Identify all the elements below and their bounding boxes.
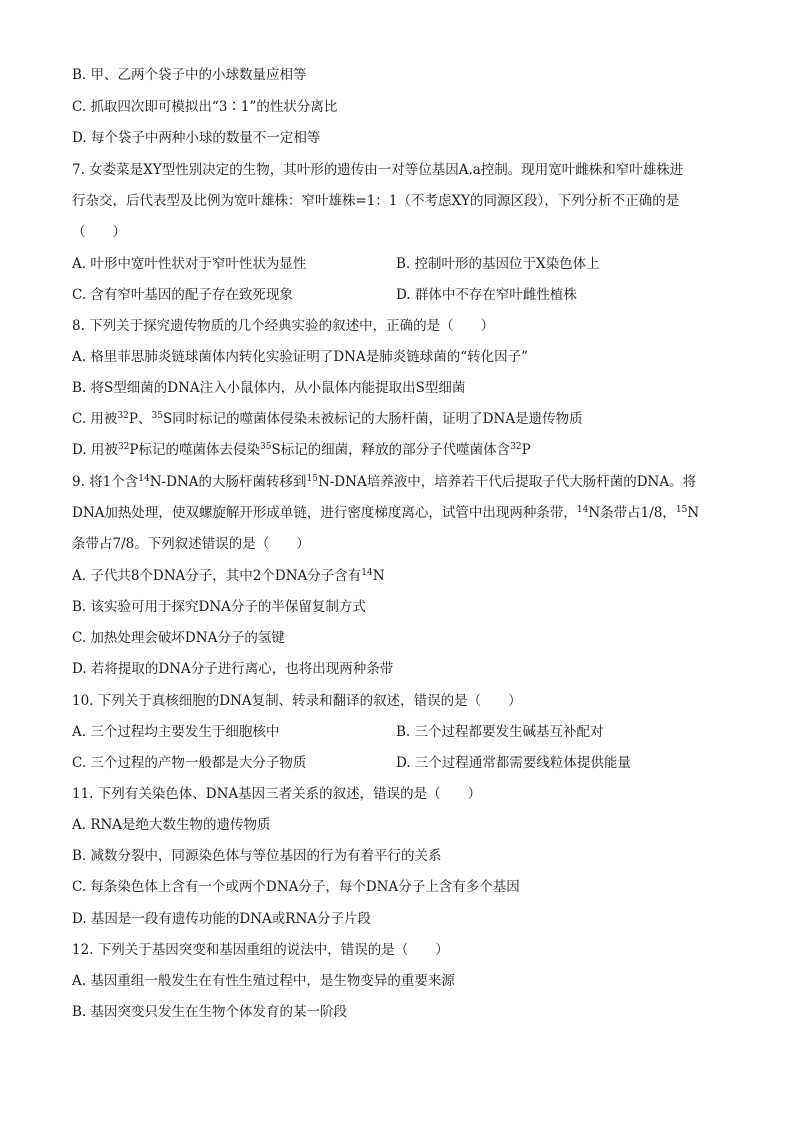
q9-option-a: A. 子代共8个DNA分子，其中2个DNA分子含有$^{14}$N <box>72 568 385 584</box>
q6-option-d: D. 每个袋子中两种小球的数量不一定相等 <box>72 130 321 146</box>
q10-option-b: B. 三个过程都要发生碱基互补配对 <box>396 724 604 740</box>
q9-option-b: B. 该实验可用于探究DNA分子的半保留复制方式 <box>72 599 366 615</box>
q8-stem: 8. 下列关于探究遗传物质的几个经典实验的叙述中，正确的是（ ） <box>72 318 495 334</box>
q11-option-d: D. 基因是一段有遗传功能的DNA或RNA分子片段 <box>72 911 372 927</box>
q8-option-a: A. 格里菲思肺炎链球菌体内转化实验证明了DNA是肺炎链球菌的“转化因子” <box>72 349 529 365</box>
q9-option-d: D. 若将提取的DNA分子进行离心，也将出现两种条带 <box>72 661 394 677</box>
q9-stem-line-1: 9. 将1个含$^{14}$N-DNA的大肠杆菌转移到$^{15}$N-DNA培养液中，培养若干代后提取子代大肠杆菌的DNA。将 <box>72 474 697 490</box>
q11-option-b: B. 减数分裂中，同源染色体与等位基因的行为有着平行的关系 <box>72 848 442 864</box>
q7-option-c: C. 含有窄叶基因的配子存在致死现象 <box>72 287 293 303</box>
q10-option-c: C. 三个过程的产物一般都是大分子物质 <box>72 755 307 771</box>
q7-option-d: D. 群体中不存在窄叶雌性植株 <box>396 287 577 303</box>
q7-stem-line-1: 7. 女娄菜是XY型性别决定的生物，其叶形的遗传由一对等位基因A.a控制。现用宽叶雌株和窄叶雄株进 <box>72 162 684 178</box>
q8-option-d: D. 用被$^{32}$P标记的噬菌体去侵染$^{35}$S标记的细菌，释放的部分子代噬菌体含$^{32}$P <box>72 442 531 458</box>
q6-option-b: B. 甲、乙两个袋子中的小球数量应相等 <box>72 67 307 83</box>
q12-option-b: B. 基因突变只发生在生物个体发育的某一阶段 <box>72 1004 348 1020</box>
q6-option-c: C. 抓取四次即可模拟出“3∶1”的性状分离比 <box>72 99 338 115</box>
q10-stem: 10. 下列关于真核细胞的DNA复制、转录和翻译的叙述，错误的是（ ） <box>72 693 522 709</box>
q8-option-b: B. 将S型细菌的DNA注入小鼠体内，从小鼠体内能提取出S型细菌 <box>72 380 466 396</box>
q12-option-a: A. 基因重组一般发生在有性生殖过程中，是生物变异的重要来源 <box>72 973 455 989</box>
q7-stem-line-2: 行杂交，后代表型及比例为宽叶雄株：窄叶雄株=1：1（不考虑XY的同源区段），下列分析不正确的是 <box>72 193 680 209</box>
q9-stem-line-3: 条带占7/8。下列叙述错误的是（ ） <box>72 536 310 552</box>
q9-option-c: C. 加热处理会破坏DNA分子的氢键 <box>72 630 285 646</box>
q11-option-c: C. 每条染色体上含有一个或两个DNA分子，每个DNA分子上含有多个基因 <box>72 879 520 895</box>
q11-stem: 11. 下列有关染色体、DNA基因三者关系的叙述，错误的是（ ） <box>72 786 482 802</box>
q7-option-a: A. 叶形中宽叶性状对于窄叶性状为显性 <box>72 256 307 272</box>
q12-stem: 12. 下列关于基因突变和基因重组的说法中，错误的是（ ） <box>72 942 449 958</box>
q9-stem-line-2: DNA加热处理，使双螺旋解开形成单链，进行密度梯度离心，试管中出现两种条带，$^{14}$N条带占1/8，$^{15}$N <box>72 505 700 521</box>
q10-option-a: A. 三个过程均主要发生于细胞核中 <box>72 724 280 740</box>
q8-option-c: C. 用被$^{32}$P、$^{35}$S同时标记的噬菌体侵染未被标记的大肠杆菌，证明了DNA是遗传物质 <box>72 411 583 427</box>
q7-option-b: B. 控制叶形的基因位于X染色体上 <box>396 256 600 272</box>
q10-option-d: D. 三个过程通常都需要线粒体提供能量 <box>396 755 631 771</box>
q11-option-a: A. RNA是绝大数生物的遗传物质 <box>72 817 271 833</box>
q7-stem-line-3: （ ） <box>72 224 126 240</box>
